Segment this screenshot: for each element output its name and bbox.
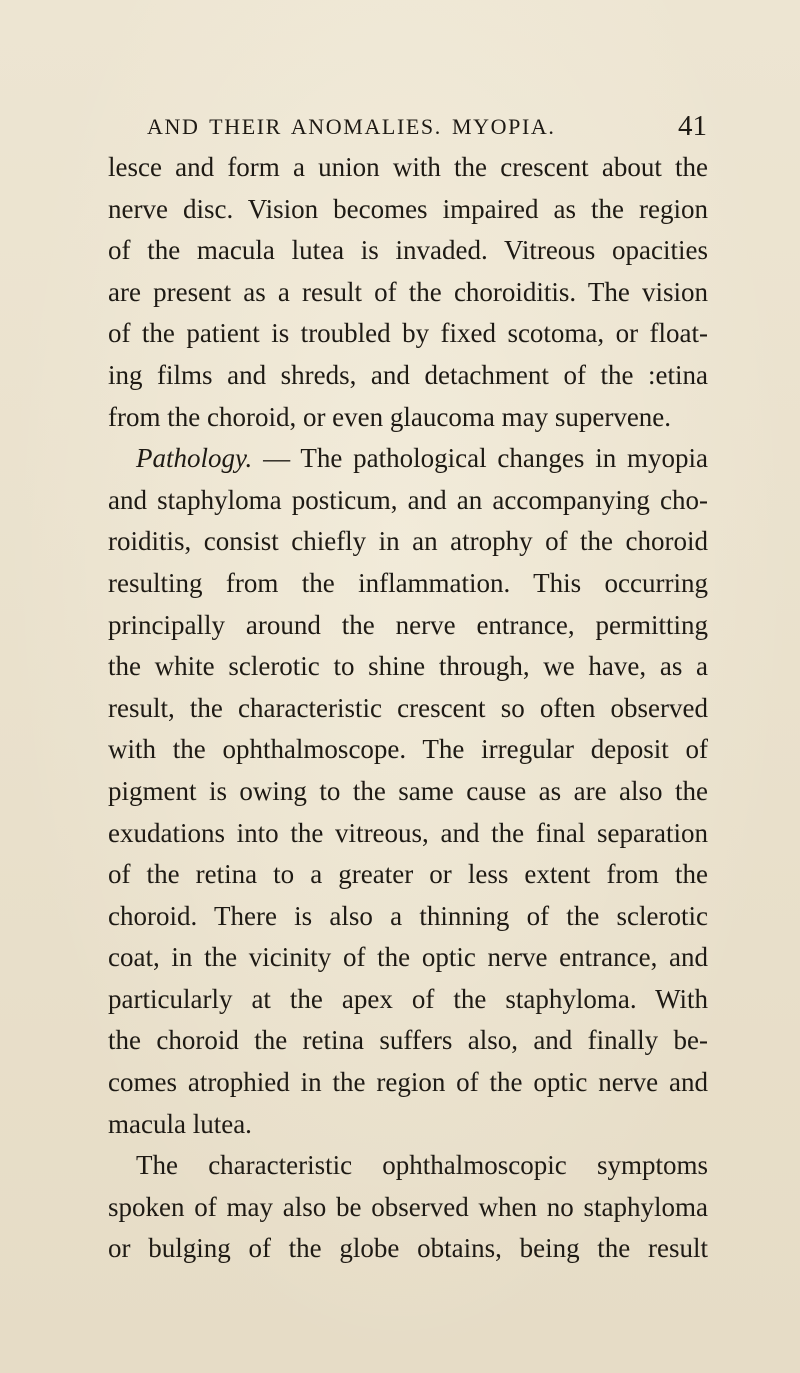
text-line: nerve disc. Vision becomes impaired as the region <box>108 193 708 224</box>
running-head <box>147 110 707 146</box>
page-number: 41 <box>678 110 707 142</box>
section-heading: Pathology. <box>136 443 253 474</box>
text-line: comes atrophied in the region of the optic nerve and <box>108 1067 708 1098</box>
text-line-rest: — The pathological changes in myopia <box>263 443 708 474</box>
text-line: principally around the nerve entrance, permitting <box>108 609 708 640</box>
text-line: the white sclerotic to shine through, we have, as a <box>108 651 708 682</box>
text-line: and staphyloma posticum, and an accompanying cho- <box>108 484 708 515</box>
body-text <box>108 147 708 1270</box>
text-line: roiditis, consist chiefly in an atrophy of the choroid <box>108 526 708 557</box>
text-line: lesce and form a union with the crescent about the <box>108 152 708 182</box>
text-line-with-heading <box>108 438 708 480</box>
text-line: of the retina to a greater or less extent from the <box>108 859 708 890</box>
text-line: The characteristic ophthalmoscopic symptoms <box>136 1150 708 1181</box>
text-line: exudations into the vitreous, and the final separation <box>108 817 708 848</box>
text-line: resulting from the inflammation. This occurring <box>108 567 708 598</box>
text-line: spoken of may also be observed when no staphyloma <box>108 1191 708 1222</box>
text-line: from the choroid, or even glaucoma may supervene. <box>108 401 672 432</box>
text-line: choroid. There is also a thinning of the sclerotic <box>108 900 708 931</box>
text-line: of the patient is troubled by fixed scotoma, or float- <box>108 318 708 349</box>
text-line: the choroid the retina suffers also, and finally be- <box>108 1025 708 1056</box>
text-line: macula lutea. <box>108 1108 252 1139</box>
text-line: of the macula lutea is invaded. Vitreous opacities <box>108 235 708 266</box>
text-line: result, the characteristic crescent so often observed <box>108 692 708 723</box>
text-line: pigment is owing to the same cause as are also the <box>108 775 708 806</box>
text-line: are present as a result of the choroiditis. The vision <box>108 276 708 307</box>
text-line: coat, in the vicinity of the optic nerve entrance, and <box>108 942 708 973</box>
text-line: particularly at the apex of the staphyloma. With <box>108 983 708 1014</box>
text-line: with the ophthalmoscope. The irregular deposit of <box>108 734 708 765</box>
text-line: ing films and shreds, and detachment of the :etina <box>108 359 708 390</box>
text-line: or bulging of the globe obtains, being the result <box>108 1233 708 1264</box>
running-title: AND THEIR ANOMALIES. MYOPIA. <box>147 114 556 139</box>
